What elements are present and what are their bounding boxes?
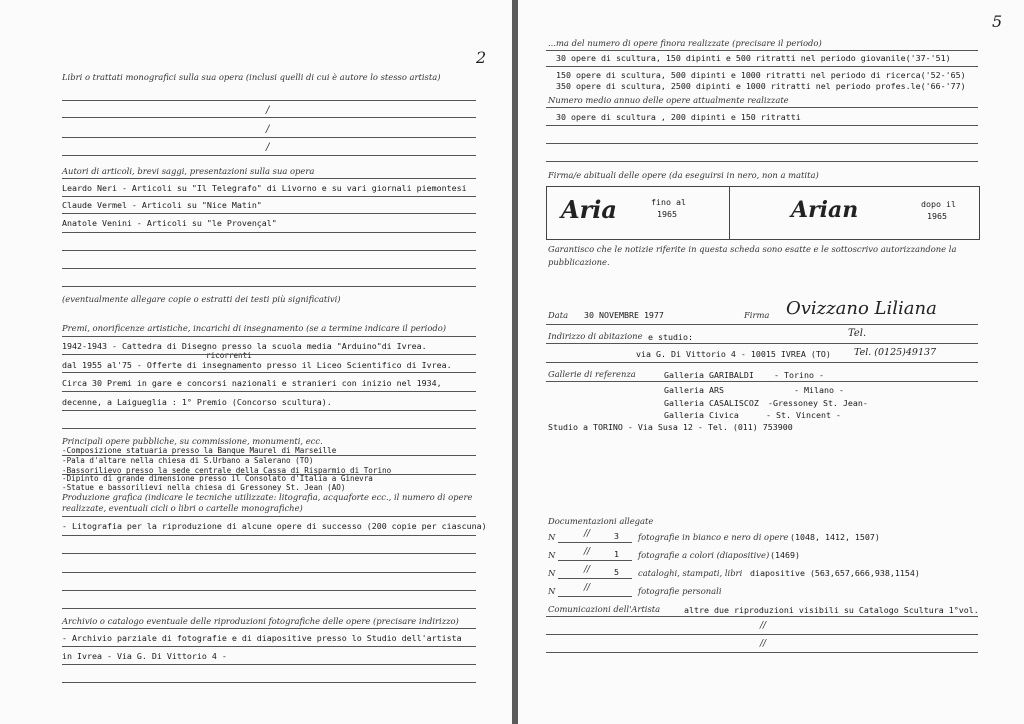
doc-count: 3 bbox=[614, 531, 619, 541]
form-rule bbox=[62, 268, 476, 269]
gallery-name: Galleria GARIBALDI bbox=[664, 370, 754, 380]
books-entry: / bbox=[266, 124, 270, 135]
prize-entry: dal 1955 al'75 - Offerte di insegnamento presso il Liceo Scientifico di Ivrea. bbox=[62, 360, 452, 370]
books-entry: / bbox=[266, 105, 270, 116]
address-studio-note: e studio: bbox=[648, 332, 693, 342]
public-work-entry: -Bassorilievo presso la sede centrale della Cassa di Risparmio di Torino bbox=[62, 466, 392, 475]
form-rule bbox=[62, 553, 476, 554]
signature-early: Aria bbox=[561, 195, 617, 224]
doc-rule bbox=[558, 560, 632, 561]
article-entry: Anatole Venini - Articoli su "le Provençal" bbox=[62, 218, 277, 228]
form-rule bbox=[62, 664, 476, 665]
guarantee-text: Garantisco che le notizie riferite in questa scheda sono esatte e le sottoscrivo autorizzandone la bbox=[548, 244, 957, 254]
doc-prefix: N bbox=[548, 586, 556, 596]
gallery-name: Galleria ARS bbox=[664, 385, 724, 395]
form-rule bbox=[62, 213, 476, 214]
form-rule bbox=[62, 250, 476, 251]
doc-prefix: N bbox=[548, 568, 556, 578]
gallery-city: - Torino - bbox=[774, 370, 824, 380]
books-entry: / bbox=[266, 142, 270, 153]
prize-entry: decenne, a Laigueglia : 1° Premio (Concorso scultura). bbox=[62, 397, 332, 407]
form-rule bbox=[62, 646, 476, 647]
form-rule bbox=[62, 286, 476, 287]
form-rule bbox=[62, 516, 476, 517]
archive-entry: in Ivrea - Via G. Di Vittorio 4 - bbox=[62, 651, 227, 661]
form-rule bbox=[62, 590, 476, 591]
address-tel-label: Tel. bbox=[848, 328, 867, 339]
signature-late-note: dopo il bbox=[921, 199, 956, 209]
handwritten-signature: Ovizzano Liliana bbox=[786, 298, 937, 319]
articles-label: Autori di articoli, brevi saggi, presentazioni sulla sua opera bbox=[62, 166, 315, 176]
form-rule bbox=[546, 66, 978, 67]
signature-box bbox=[546, 186, 980, 240]
doc-mark: // bbox=[584, 547, 591, 557]
address-value: via G. Di Vittorio 4 - 10015 IVREA (TO) bbox=[636, 349, 831, 359]
form-rule bbox=[62, 178, 476, 179]
form-rule bbox=[62, 628, 476, 629]
doc-extra: diapositive (563,657,666,938,1154) bbox=[750, 568, 920, 578]
form-rule bbox=[546, 143, 978, 144]
doc-desc: cataloghi, stampati, libri bbox=[638, 568, 743, 578]
date-value: 30 NOVEMBRE 1977 bbox=[584, 310, 664, 320]
form-rule bbox=[62, 155, 476, 156]
form-rule bbox=[62, 391, 476, 392]
form-rule bbox=[62, 354, 476, 355]
form-rule bbox=[546, 634, 978, 635]
graphic-label: Produzione grafica (indicare le tecniche utilizzate: litografia, acquaforte ecc., il numero di opere bbox=[62, 492, 473, 502]
form-rule bbox=[62, 100, 476, 101]
doc-mark: // bbox=[584, 565, 591, 575]
form-rule bbox=[546, 362, 978, 363]
comms-label: Comunicazioni dell'Artista bbox=[548, 604, 661, 614]
form-rule bbox=[62, 196, 476, 197]
doc-desc: fotografie in bianco e nero di opere bbox=[638, 532, 789, 542]
form-rule bbox=[62, 117, 476, 118]
annual-entry: 30 opere di scultura , 200 dipinti e 150 ritratti bbox=[556, 112, 801, 122]
prize-insert-note: ricorrenti bbox=[206, 351, 252, 360]
graphic-entry: - Litografia per la riproduzione di alcune opere di successo (200 copie per ciascuna) bbox=[62, 521, 487, 531]
page-number-mark: 5 bbox=[992, 12, 1003, 31]
doc-rule bbox=[558, 578, 632, 579]
article-entry: Leardo Neri - Articoli su "Il Telegrafo" di Livorno e su vari giornali piemontesi bbox=[62, 183, 467, 193]
works-entry: 350 opere di scultura, 2500 dipinti e 1000 ritratti nel periodo profes.le('66-'77) bbox=[556, 81, 966, 91]
doc-extra: (1469) bbox=[770, 550, 800, 560]
form-rule bbox=[62, 137, 476, 138]
docs-label: Documentazioni allegate bbox=[548, 516, 654, 526]
doc-mark: // bbox=[584, 529, 591, 539]
prize-entry: 1942-1943 - Cattedra di Disegno presso la scuola media "Arduino"di Ivrea. bbox=[62, 341, 427, 351]
doc-rule bbox=[558, 596, 632, 597]
gallery-city: - Milano - bbox=[794, 385, 844, 395]
doc-extra: (1048, 1412, 1507) bbox=[790, 532, 880, 542]
form-rule bbox=[546, 107, 978, 108]
form-rule bbox=[546, 50, 978, 51]
form-rule bbox=[62, 232, 476, 233]
firma-label: Firma bbox=[744, 310, 770, 320]
gallery-city: - St. Vincent - bbox=[766, 410, 841, 420]
public-work-entry: -Composizione statuaria presso la Banque Maurel di Marseille bbox=[62, 446, 337, 455]
comms-mark: // bbox=[760, 639, 767, 649]
address-label: Indirizzo di abitazione bbox=[548, 331, 643, 341]
form-rule bbox=[546, 652, 978, 653]
form-rule bbox=[62, 608, 476, 609]
signature-late-year: 1965 bbox=[927, 211, 947, 221]
works-label: ...ma del numero di opere finora realizzate (precisare il periodo) bbox=[548, 38, 822, 48]
galleries-label: Gallerie di referenza bbox=[548, 369, 636, 379]
article-entry: Claude Vermel - Articoli su "Nice Matin" bbox=[62, 200, 262, 210]
works-entry: 150 opere di scultura, 500 dipinti e 1000 ritratti nel periodo di ricerca('52-'65) bbox=[556, 70, 966, 80]
form-rule bbox=[62, 428, 476, 429]
comms-text: altre due riproduzioni visibili su Catalogo Scultura 1°vol. bbox=[684, 605, 979, 615]
signature-late: Arian bbox=[791, 197, 859, 223]
comms-mark: // bbox=[760, 621, 767, 631]
form-rule bbox=[62, 410, 476, 411]
signature-divider bbox=[729, 187, 730, 239]
books-label: Libri o trattati monografici sulla sua opera (inclusi quelli di cui è autore lo stesso artista) bbox=[62, 72, 441, 82]
form-rule bbox=[62, 682, 476, 683]
doc-count: 5 bbox=[614, 567, 619, 577]
signature-early-year: 1965 bbox=[657, 209, 677, 219]
prize-entry: Circa 30 Premi in gare e concorsi nazionali e stranieri con inizio nel 1934, bbox=[62, 378, 442, 388]
form-rule bbox=[546, 381, 978, 382]
doc-mark: // bbox=[584, 583, 591, 593]
page-number-mark: 2 bbox=[476, 48, 487, 67]
prizes-label: Premi, onorificenze artistiche, incarichi di insegnamento (se a termine indicare il periodo) bbox=[62, 323, 447, 333]
works-entry: 30 opere di scultura, 150 dipinti e 500 ritratti nel periodo giovanile('37-'51) bbox=[556, 53, 951, 63]
form-rule bbox=[62, 336, 476, 337]
gallery-city: -Gressoney St. Jean- bbox=[768, 398, 868, 408]
address-phone: Tel. (0125)49137 bbox=[854, 347, 937, 358]
doc-rule bbox=[558, 542, 632, 543]
form-rule bbox=[546, 324, 978, 325]
form-rule bbox=[546, 125, 978, 126]
doc-prefix: N bbox=[548, 550, 556, 560]
doc-desc: fotografie a colori (diapositive) bbox=[638, 550, 770, 560]
form-rule bbox=[62, 535, 476, 536]
annual-label: Numero medio annuo delle opere attualmente realizzate bbox=[548, 95, 789, 105]
archive-entry: - Archivio parziale di fotografie e di diapositive presso lo Studio dell'artista bbox=[62, 633, 462, 643]
public-work-entry: -Dipinto di grande dimensione presso il Consolato d'Italia a Ginevra bbox=[62, 474, 373, 483]
public-work-entry: -Statue e bassorilievi nella chiesa di Gressoney St. Jean (AO) bbox=[62, 483, 346, 492]
archive-label: Archivio o catalogo eventuale delle riproduzioni fotografiche delle opere (precisare indirizzo) bbox=[62, 616, 459, 626]
public-works-label: Principali opere pubbliche, su commissione, monumenti, ecc. bbox=[62, 436, 323, 446]
doc-prefix: N bbox=[548, 532, 556, 542]
right-form-page bbox=[518, 0, 1024, 724]
guarantee-text-continued: pubblicazione. bbox=[548, 257, 610, 267]
signatures-label: Firma/e abituali delle opere (da eseguirsi in nero, non a matita) bbox=[548, 170, 819, 180]
gallery-name: Galleria Civica bbox=[664, 410, 739, 420]
form-rule bbox=[62, 372, 476, 373]
gallery-name: Galleria CASALISCOZ bbox=[664, 398, 759, 408]
form-rule bbox=[62, 572, 476, 573]
public-work-entry: -Pala d'altare nella chiesa di S.Urbano a Salerano (TO) bbox=[62, 456, 314, 465]
date-label: Data bbox=[548, 310, 569, 320]
form-rule bbox=[546, 161, 978, 162]
attach-note: (eventualmente allegare copie o estratti dei testi più significativi) bbox=[62, 294, 341, 304]
signature-early-note: fino al bbox=[651, 197, 686, 207]
graphic-label-continued: realizzate, eventuali cicli o libri o cartelle monografiche) bbox=[62, 503, 303, 513]
form-rule bbox=[546, 343, 978, 344]
studio-line: Studio a TORINO - Via Susa 12 - Tel. (011) 753900 bbox=[548, 422, 793, 432]
doc-count: 1 bbox=[614, 549, 619, 559]
doc-desc: fotografie personali bbox=[638, 586, 722, 596]
form-rule bbox=[546, 616, 978, 617]
